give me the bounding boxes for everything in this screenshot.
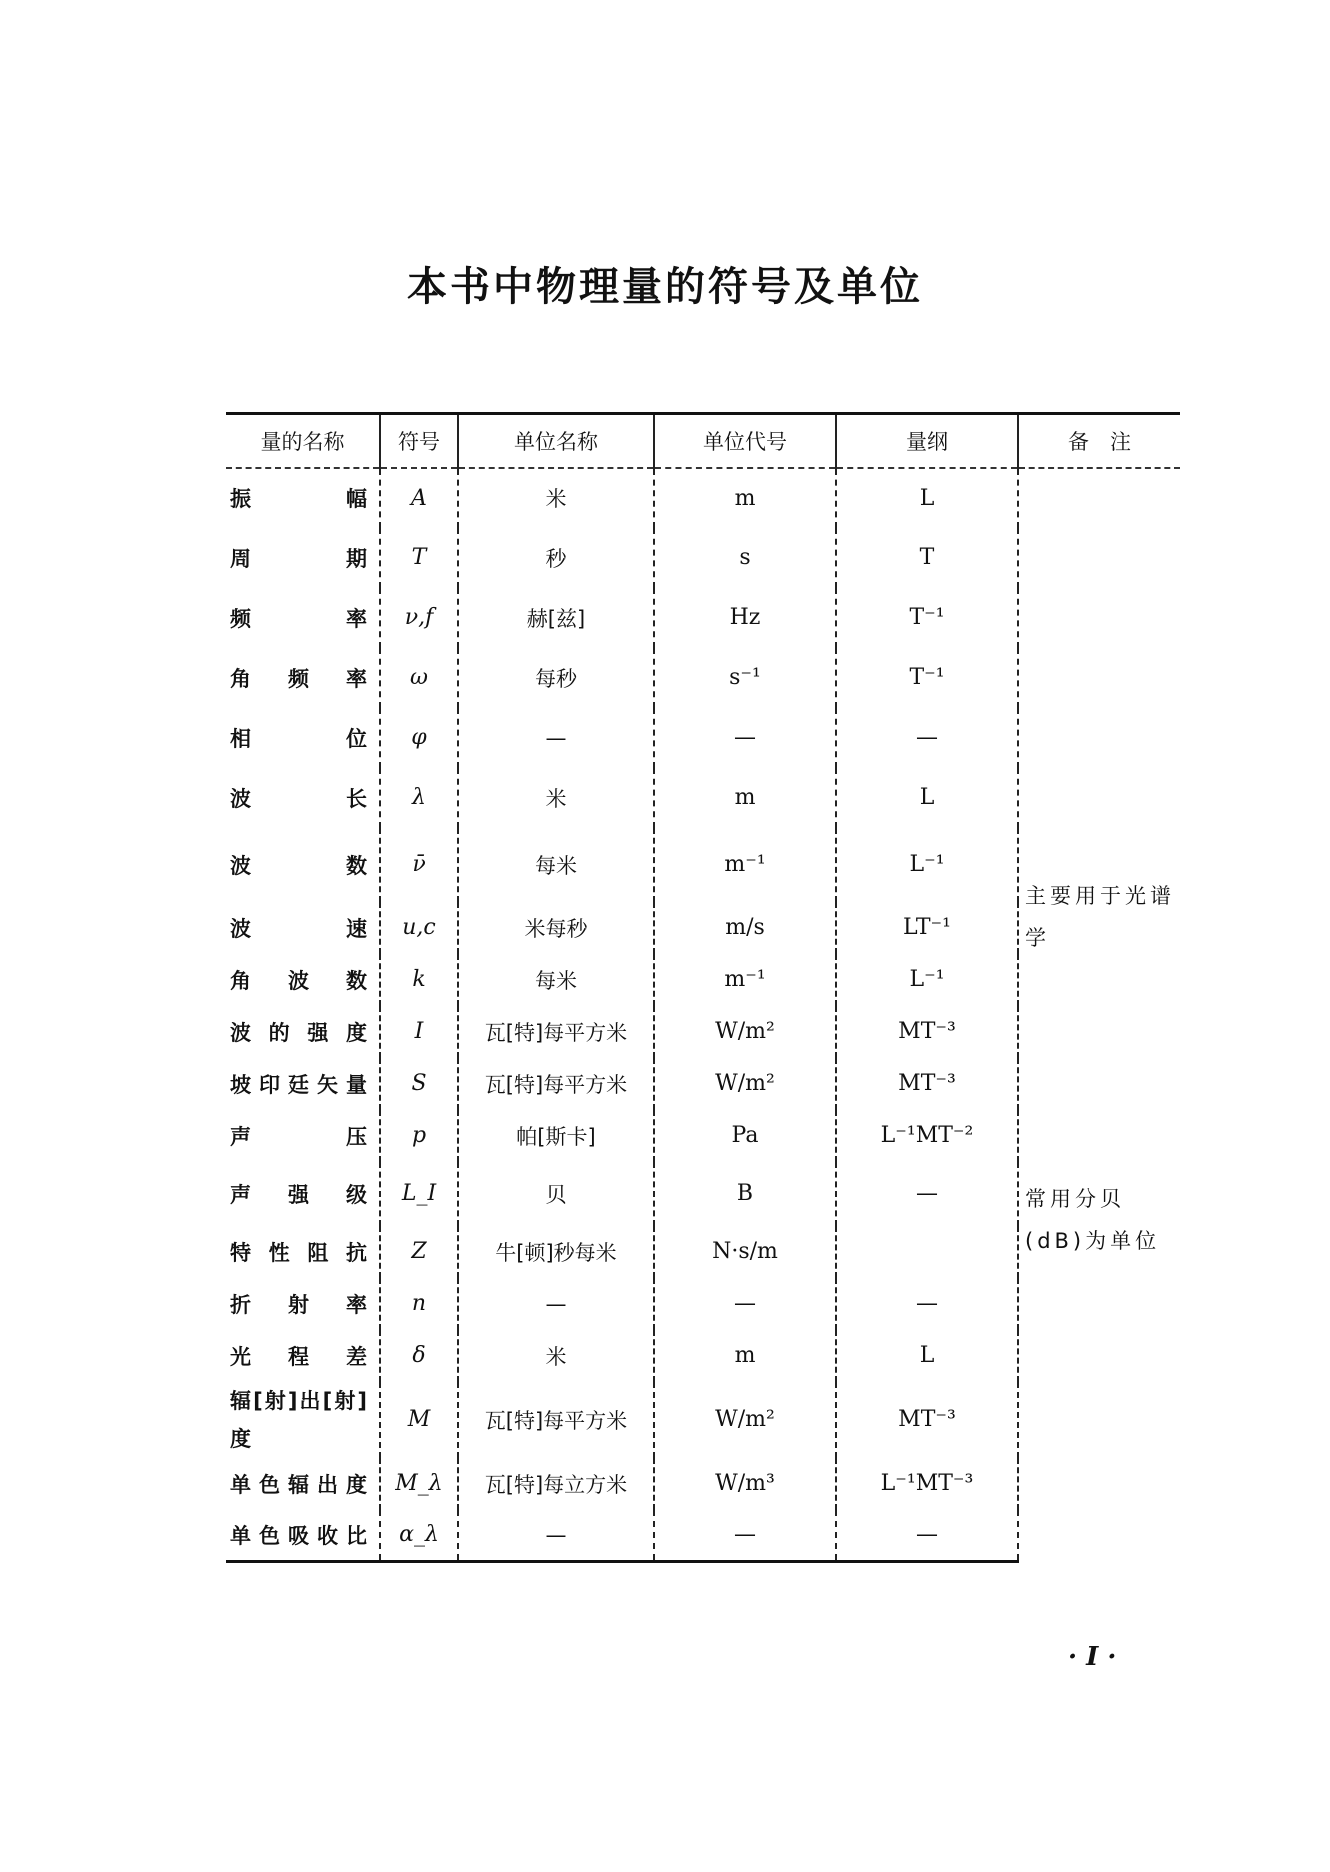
table-row	[226, 1162, 1180, 1226]
cell-unit-name: 帕[斯卡]	[458, 1110, 654, 1162]
cell-symbol: n	[380, 1278, 458, 1330]
table-header-row	[226, 414, 1180, 468]
cell-symbol: M	[380, 1382, 458, 1458]
cell-unit-code: m/s	[654, 902, 836, 954]
cell-symbol: M_λ	[380, 1458, 458, 1510]
cell-unit-name: —	[458, 708, 654, 768]
cell-symbol: φ	[380, 708, 458, 768]
cell-symbol: A	[380, 468, 458, 528]
header-unit-name: 单位名称	[458, 414, 654, 468]
table-row	[226, 468, 1180, 528]
cell-dimension: —	[836, 1510, 1018, 1562]
cell-symbol: S	[380, 1058, 458, 1110]
cell-quantity-name: 折射率	[230, 1292, 367, 1317]
cell-symbol: λ	[380, 768, 458, 828]
cell-unit-code: W/m²	[654, 1006, 836, 1058]
cell-unit-code: s	[654, 528, 836, 588]
cell-unit-code: —	[654, 708, 836, 768]
cell-unit-name: 赫[兹]	[458, 588, 654, 648]
cell-unit-name: 牛[顿]秒每米	[458, 1226, 654, 1278]
cell-unit-code: —	[654, 1510, 836, 1562]
cell-quantity-name: 特性阻抗	[230, 1240, 367, 1265]
cell-unit-code: —	[654, 1278, 836, 1330]
cell-dimension: L	[836, 768, 1018, 828]
cell-quantity-name: 单色吸收比	[226, 1510, 380, 1562]
cell-dimension: L⁻¹	[836, 954, 1018, 1006]
cell-dimension: T⁻¹	[836, 648, 1018, 708]
cell-unit-name: 米	[458, 768, 654, 828]
cell-unit-code: m⁻¹	[654, 828, 836, 902]
cell-dimension: L⁻¹	[836, 828, 1018, 902]
cell-unit-code: W/m²	[654, 1382, 836, 1458]
cell-remarks: 常用分贝(dB)为单位	[1018, 1162, 1180, 1278]
cell-symbol: L_I	[380, 1162, 458, 1226]
cell-unit-name: 秒	[458, 528, 654, 588]
cell-dimension: L⁻¹MT⁻²	[836, 1110, 1018, 1162]
cell-unit-name: 每米	[458, 828, 654, 902]
cell-unit-name: 米	[458, 1330, 654, 1382]
cell-remarks	[1018, 1006, 1180, 1162]
cell-symbol: ν̄	[380, 828, 458, 902]
quantities-table	[226, 412, 1180, 1563]
cell-dimension: —	[836, 708, 1018, 768]
cell-quantity-name: 波的强度	[230, 1020, 367, 1045]
cell-dimension: L⁻¹MT⁻³	[836, 1458, 1018, 1510]
cell-unit-name: —	[458, 1510, 654, 1562]
table-row	[226, 828, 1180, 902]
header-symbol: 符号	[380, 414, 458, 468]
cell-quantity-name: 波 速	[230, 916, 367, 941]
cell-dimension: MT⁻³	[836, 1382, 1018, 1458]
cell-dimension: LT⁻¹	[836, 902, 1018, 954]
cell-unit-name: —	[458, 1278, 654, 1330]
cell-unit-name: 米每秒	[458, 902, 654, 954]
cell-quantity-name: 频 率	[230, 606, 367, 631]
cell-unit-name: 每秒	[458, 648, 654, 708]
cell-dimension: MT⁻³	[836, 1006, 1018, 1058]
header-dimension: 量纲	[836, 414, 1018, 468]
cell-quantity-name: 声强级	[230, 1182, 367, 1207]
cell-dimension: MT⁻³	[836, 1058, 1018, 1110]
cell-quantity-name: 光程差	[230, 1344, 367, 1369]
cell-unit-name: 瓦[特]每立方米	[458, 1458, 654, 1510]
cell-symbol: u,c	[380, 902, 458, 954]
cell-quantity-name: 周 期	[230, 546, 367, 571]
cell-unit-code: Hz	[654, 588, 836, 648]
cell-dimension: —	[836, 1162, 1018, 1226]
cell-quantity-name: 坡印廷矢量	[230, 1072, 367, 1097]
cell-symbol: δ	[380, 1330, 458, 1382]
cell-unit-code: W/m³	[654, 1458, 836, 1510]
cell-unit-name: 米	[458, 468, 654, 528]
header-quantity-name: 量的名称	[226, 414, 380, 468]
cell-dimension: T	[836, 528, 1018, 588]
cell-unit-code: s⁻¹	[654, 648, 836, 708]
cell-quantity-name: 辐[射]出[射]度	[230, 1388, 367, 1451]
cell-unit-code: Pa	[654, 1110, 836, 1162]
cell-remarks: 主要用于光谱学	[1018, 828, 1180, 1006]
cell-symbol: T	[380, 528, 458, 588]
cell-symbol: I	[380, 1006, 458, 1058]
cell-symbol: Z	[380, 1226, 458, 1278]
cell-unit-code: m⁻¹	[654, 954, 836, 1006]
cell-quantity-name: 相 位	[230, 726, 367, 751]
cell-symbol: ν,f	[380, 588, 458, 648]
table-row	[226, 1278, 1180, 1330]
cell-quantity-name: 单色辐出度	[230, 1472, 367, 1497]
cell-unit-code: m	[654, 468, 836, 528]
cell-unit-name: 每米	[458, 954, 654, 1006]
cell-unit-name: 贝	[458, 1162, 654, 1226]
cell-unit-code: W/m²	[654, 1058, 836, 1110]
cell-unit-name: 瓦[特]每平方米	[458, 1006, 654, 1058]
cell-quantity-name: 声 压	[230, 1124, 367, 1149]
cell-quantity-name: 波 长	[230, 786, 367, 811]
cell-unit-code: m	[654, 768, 836, 828]
page-number: · I ·	[1068, 1642, 1117, 1672]
cell-unit-code: N·s/m	[654, 1226, 836, 1278]
cell-dimension	[836, 1226, 1018, 1278]
cell-remarks	[1018, 1278, 1180, 1562]
header-unit-code: 单位代号	[654, 414, 836, 468]
cell-symbol: α_λ	[380, 1510, 458, 1562]
cell-symbol: ω	[380, 648, 458, 708]
cell-symbol: p	[380, 1110, 458, 1162]
cell-quantity-name: 角波数	[230, 968, 367, 993]
cell-quantity-name: 波 数	[230, 853, 367, 878]
cell-dimension: —	[836, 1278, 1018, 1330]
cell-remarks	[1018, 468, 1180, 828]
cell-symbol: k	[380, 954, 458, 1006]
cell-unit-name: 瓦[特]每平方米	[458, 1382, 654, 1458]
page-title: 本书中物理量的符号及单位	[407, 264, 923, 310]
cell-quantity-name: 振 幅	[230, 487, 367, 511]
table-row	[226, 1006, 1180, 1058]
cell-dimension: T⁻¹	[836, 588, 1018, 648]
cell-unit-code: m	[654, 1330, 836, 1382]
header-remarks: 备 注	[1018, 414, 1180, 468]
cell-unit-name: 瓦[特]每平方米	[458, 1058, 654, 1110]
cell-dimension: L	[836, 468, 1018, 528]
cell-quantity-name: 角频率	[230, 666, 367, 691]
cell-unit-code: B	[654, 1162, 836, 1226]
cell-dimension: L	[836, 1330, 1018, 1382]
